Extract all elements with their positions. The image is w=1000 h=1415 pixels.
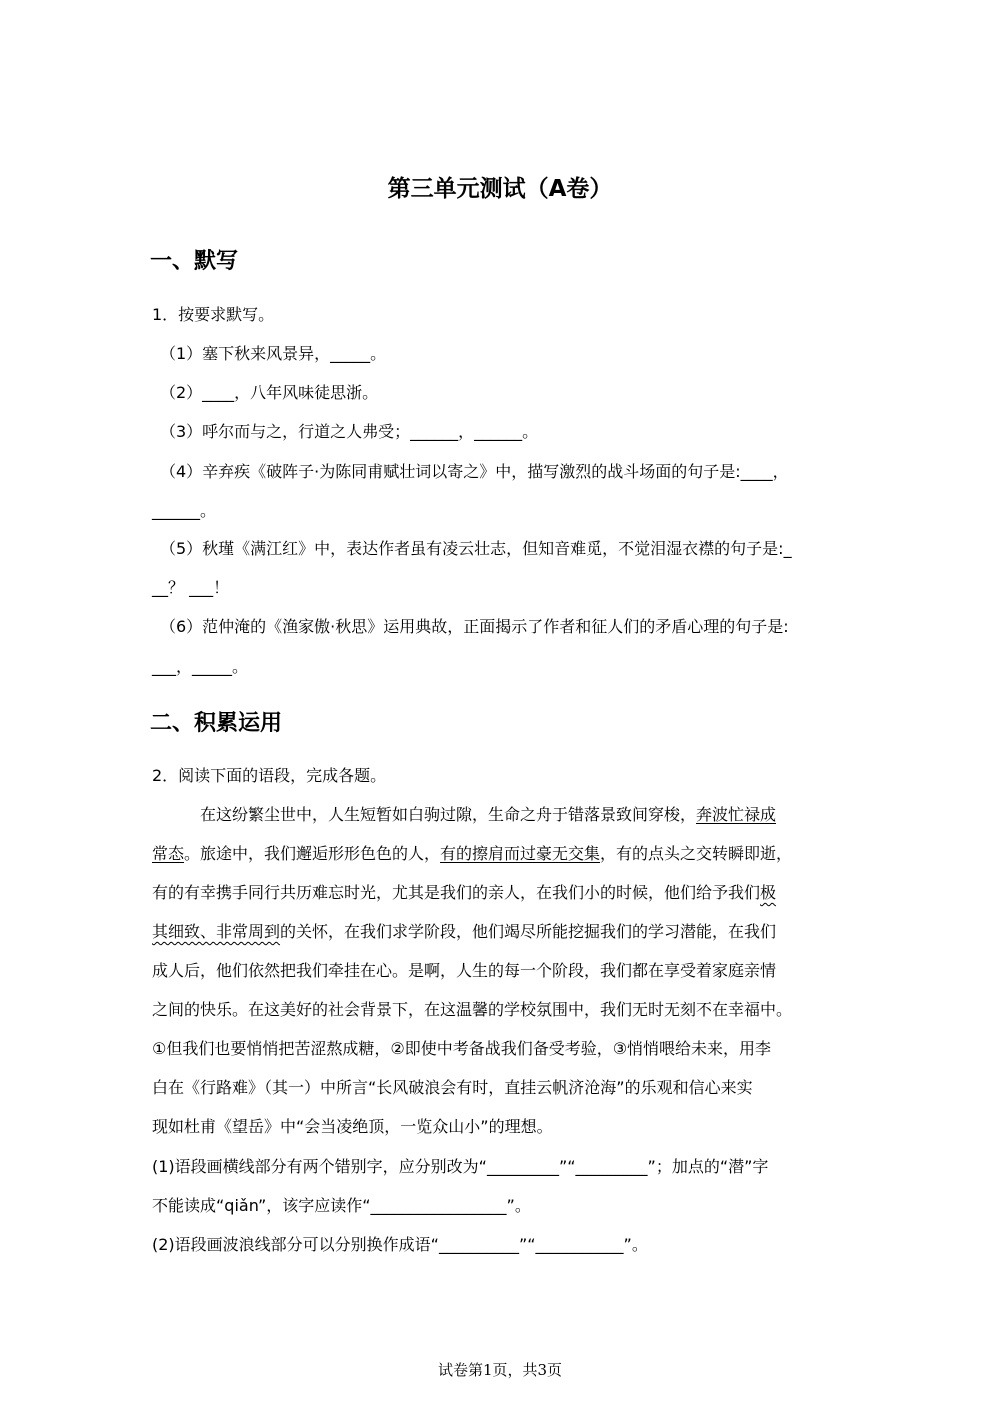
q1-item-4: （4）辛弃疾《破阵子·为陈同甫赋壮词以寄之》中，描写激烈的战斗场面的句子是:____， — [160, 462, 789, 481]
q1-item-5-cont: __？ ___！ — [152, 578, 230, 597]
section-heading-accumulation: 二、积累运用 — [150, 711, 283, 736]
underlined-error-phrase-cont: 常态 — [152, 844, 185, 863]
q1-item-3: （3）呼尔而与之，行道之人弗受；______，______。 — [160, 422, 539, 441]
passage-text: 。旅途中，我们邂逅形形色色的人， — [184, 844, 441, 863]
passage-line-1 — [200, 805, 776, 825]
q1-item-6: （6）范仲淹的《渔家傲·秋思》运用典故，正面揭示了作者和征人们的矛盾心理的句子是: — [160, 617, 789, 636]
passage-line-4 — [152, 922, 776, 942]
passage-text: 有的有幸携手同行共历难忘时光，尤其是我们的亲人，在我们小的时候，他们给予我们 — [152, 883, 761, 902]
passage-text: 在这纷繁尘世中，人生短暂如白驹过隙，生命之舟于错落景致间穿梭， — [200, 805, 697, 824]
q1-item-6-cont: ___，_____。 — [152, 657, 249, 676]
passage-line-8: 白在《行路难》（其一）中所言“长风破浪会有时，直挂云帆济沧海”的乐观和信心来实 — [152, 1078, 753, 1097]
page-footer: 试卷第1页，共3页 — [437, 1361, 563, 1379]
passage-text: ，有的点头之交转瞬即逝， — [600, 844, 793, 863]
passage-line-2 — [152, 844, 792, 864]
q1-item-1: （1）塞下秋来风景异，_____。 — [160, 344, 387, 363]
underlined-error-phrase: 奔波忙禄成 — [696, 805, 777, 824]
passage-line-5: 成人后，他们依然把我们牵挂在心。是啊，人生的每一个阶段，我们都在享受着家庭亲情 — [152, 961, 777, 980]
wavy-underlined-phrase: 极 — [760, 883, 777, 902]
passage-line-3 — [152, 883, 776, 903]
question-1-stem: 1．按要求默写。 — [152, 305, 275, 324]
passage-line-7: ①但我们也要悄悄把苦涩熬成糖，②即使中考备战我们备受考验，③悄悄喂给未来，用李 — [152, 1039, 772, 1058]
q1-item-5: （5）秋瑾《满江红》中，表达作者虽有凌云壮志，但知音难觅，不觉泪湿衣襟的句子是:_ — [160, 539, 792, 558]
passage-line-6: 之间的快乐。在这美好的社会背景下，在这温馨的学校氛围中，我们无时无刻不在幸福中。 — [152, 1000, 793, 1019]
subquestion-1: (1)语段画横线部分有两个错别字，应分别改为“_________”“_________”；加点的“潜”字 — [152, 1157, 769, 1176]
underlined-error-phrase-2: 有的擦肩而过豪无交集 — [440, 844, 601, 863]
passage-text: 的关怀，在我们求学阶段，他们竭尽所能挖掘我们的学习潜能，在我们 — [280, 922, 777, 941]
subquestion-2: (2)语段画波浪线部分可以分别换作成语“__________”“___________”。 — [152, 1235, 648, 1254]
passage-line-9: 现如杜甫《望岳》中“会当凌绝顶，一览众山小”的理想。 — [152, 1117, 553, 1136]
wavy-underlined-phrase-cont: 其细致、非常周到 — [152, 922, 281, 941]
question-2-stem: 2．阅读下面的语段，完成各题。 — [152, 766, 387, 785]
q1-item-4-cont: ______。 — [152, 501, 217, 520]
subquestion-1-cont: 不能读成“qiǎn”，该字应读作“_________________”。 — [152, 1196, 531, 1215]
section-heading-dictation: 一、默写 — [150, 249, 239, 274]
q1-item-2: （2）____，八年风味徒思浙。 — [160, 383, 379, 402]
page-title: 第三单元测试（A卷） — [387, 176, 613, 202]
